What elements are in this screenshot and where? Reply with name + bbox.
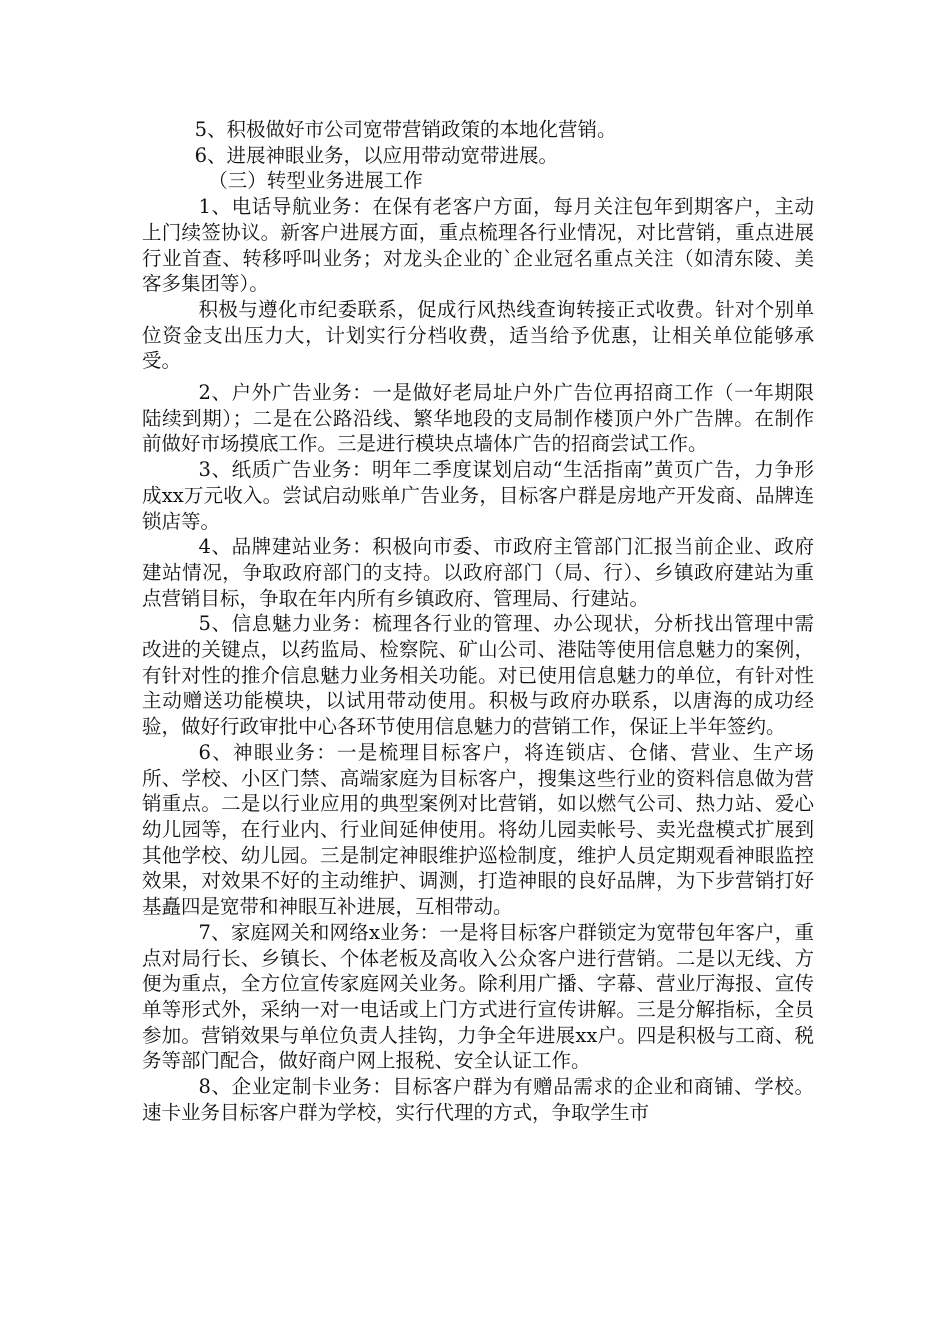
paragraph-shenyan-broadband: 6、进展神眼业务，以应用带动宽带进展。 bbox=[194, 143, 559, 167]
paragraph-broadband-localization: 5、积极做好市公司宽带营销政策的本地化营销。 bbox=[194, 118, 617, 141]
paragraph-home-gateway: 7、家庭网关和网络x业务：一是将目标客户群锁定为宽带包年客户，重点对局行长、乡镇长、个体老板及高收入公众客户进行营销。二是以无线、方便为重点，全方位宣传家庭网关业务。除利用广播、字幕、营业厅海报、宣传单等形式外，采纳一对一电话或上门方式进行宣传讲解。三是分解指标，全员参加。营销效果与单位负责人挂钩，力争全年进展xx户。四是积极与工商、税务等部门配合，做好商户网上报税、安全认证工作。 bbox=[142, 920, 814, 1073]
paragraph-outdoor-ads: 2、户外广告业务：一是做好老局址户外广告位再招商工作（一年期限陆续到期）；二是在公路沿线、繁华地段的支局制作楼顶户外广告牌。在制作前做好市场摸底工作。三是进行模块点墙体广告的招商尝试工作。 bbox=[142, 381, 814, 456]
paragraph-shenyan-business: 6、神眼业务：一是梳理目标客户，将连锁店、仓储、营业、生产场所、学校、小区门禁、高端家庭为目标客户，搜集这些行业的资料信息做为营销重点。二是以行业应用的典型案例对比营销，如以燃气公司、热力站、爱心幼儿园等，在行业内、行业间延伸使用。将幼儿园卖帐号、卖光盘模式扩展到其他学校、幼儿园。三是制定神眼维护巡检制度，维护人员定期观看神眼监控效果，对效果不好的主动维护、调测，打造神眼的良好品牌，为下步营销打好基矗四是宽带和神眼互补进展，互相带动。 bbox=[142, 740, 814, 919]
paragraph-info-charm: 5、信息魅力业务：梳理各行业的管理、办公现状，分析找出管理中需改进的关键点，以药监局、检察院、矿山公司、港陆等使用信息魅力的案例，有针对性的推介信息魅力业务相关功能。对已使用信息魅力的单位，有针对性主动赠送功能模块，以试用带动使用。积极与政府办联系，以唐海的成功经验，做好行政审批中心各环节使用信息魅力的营销工作，保证上半年签约。 bbox=[142, 612, 814, 739]
paragraph-phone-navigation: 1、电话导航业务：在保有老客户方面，每月关注包年到期客户，主动上门续签协议。新客户进展方面，重点梳理各行业情况，对比营销，重点进展行业首查、转移呼叫业务；对龙头企业的`企业冠名重点关注（如清东陵、美客多集团等）。 bbox=[142, 195, 814, 296]
paragraph-brand-website: 4、品牌建站业务：积极向市委、市政府主管部门汇报当前企业、政府建站情况，争取政府部门的支持。以政府部门（局、行）、乡镇政府建站为重点营销目标，争取在年内所有乡镇政府、管理局、行建站。 bbox=[142, 535, 814, 610]
paragraph-custom-card: 8、企业定制卡业务：目标客户群为有赠品需求的企业和商铺、学校。速卡业务目标客户群为学校，实行代理的方式，争取学生市 bbox=[142, 1075, 814, 1124]
document-body bbox=[142, 117, 814, 1125]
paragraph-paper-ads: 3、纸质广告业务：明年二季度谋划启动“生活指南”黄页广告，力争形成xx万元收入。尝试启动账单广告业务，目标客户群是房地产开发商、品牌连锁店等。 bbox=[142, 458, 814, 533]
paragraph-hotline-charging: 积极与遵化市纪委联系，促成行风热线查询转接正式收费。针对个别单位资金支出压力大，计划实行分档收费，适当给予优惠，让相关单位能够承受。 bbox=[142, 297, 814, 373]
section-heading-transformation: （三）转型业务进展工作 bbox=[208, 169, 423, 193]
